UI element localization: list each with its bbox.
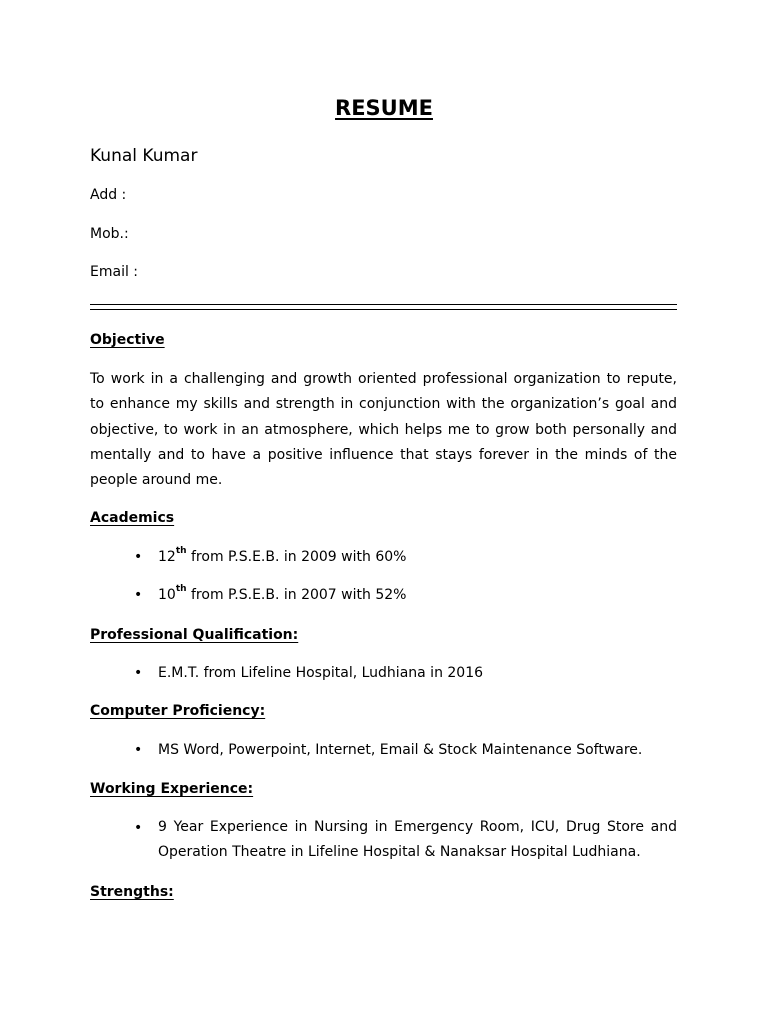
academics-item (158, 584, 407, 603)
candidate-name: Kunal Kumar (90, 146, 198, 166)
objective-heading: Objective (90, 332, 165, 348)
bullet-icon: • (134, 549, 143, 565)
bullet-icon: • (134, 820, 143, 836)
academics-item-number: 12 (158, 549, 176, 565)
working-experience-line: 9 Year Experience in Nursing in Emergency Room, ICU, Drug Store and (158, 819, 677, 835)
academics-item-number: 10 (158, 587, 176, 603)
working-experience-heading: Working Experience: (90, 781, 254, 797)
resume-title: RESUME (335, 96, 433, 120)
objective-line: to enhance my skills and strength in conjunction with the organization’s goal and (90, 396, 677, 413)
objective-line: people around me. (90, 472, 223, 489)
working-experience-line: Operation Theatre in Lifeline Hospital & Nanaksar Hospital Ludhiana. (158, 844, 641, 861)
objective-line: mentally and to have a positive influence that stays forever in the minds of the (90, 446, 677, 463)
academics-item-text: from P.S.E.B. in 2009 with 60% (186, 549, 407, 565)
bullet-icon: • (134, 587, 143, 603)
professional-qualification-heading: Professional Qualification: (90, 627, 299, 643)
bullet-icon: • (134, 665, 143, 681)
mobile-label: Mob.: (90, 226, 129, 242)
objective-line: To work in a challenging and growth oriented professional organization to repute, (90, 371, 677, 387)
address-label: Add : (90, 187, 127, 203)
academics-item (158, 546, 407, 565)
academics-item-text: from P.S.E.B. in 2007 with 52% (186, 587, 407, 603)
professional-qualification-item: E.M.T. from Lifeline Hospital, Ludhiana in 2016 (158, 665, 484, 681)
email-label: Email : (90, 264, 139, 280)
working-experience-item (158, 815, 677, 866)
academics-heading: Academics (90, 510, 175, 526)
academics-item-ordinal: th (175, 546, 187, 556)
objective-line: objective, to work in an atmosphere, which helps me to grow both personally and (90, 421, 677, 438)
academics-item-ordinal: th (175, 584, 187, 594)
bullet-icon: • (134, 742, 143, 758)
computer-proficiency-item: MS Word, Powerpoint, Internet, Email & Stock Maintenance Software. (158, 742, 643, 758)
strengths-heading: Strengths: (90, 884, 174, 900)
divider-line-top (90, 304, 677, 305)
computer-proficiency-heading: Computer Proficiency: (90, 703, 266, 719)
objective-paragraph (90, 367, 677, 493)
divider-line-bottom (90, 309, 677, 310)
